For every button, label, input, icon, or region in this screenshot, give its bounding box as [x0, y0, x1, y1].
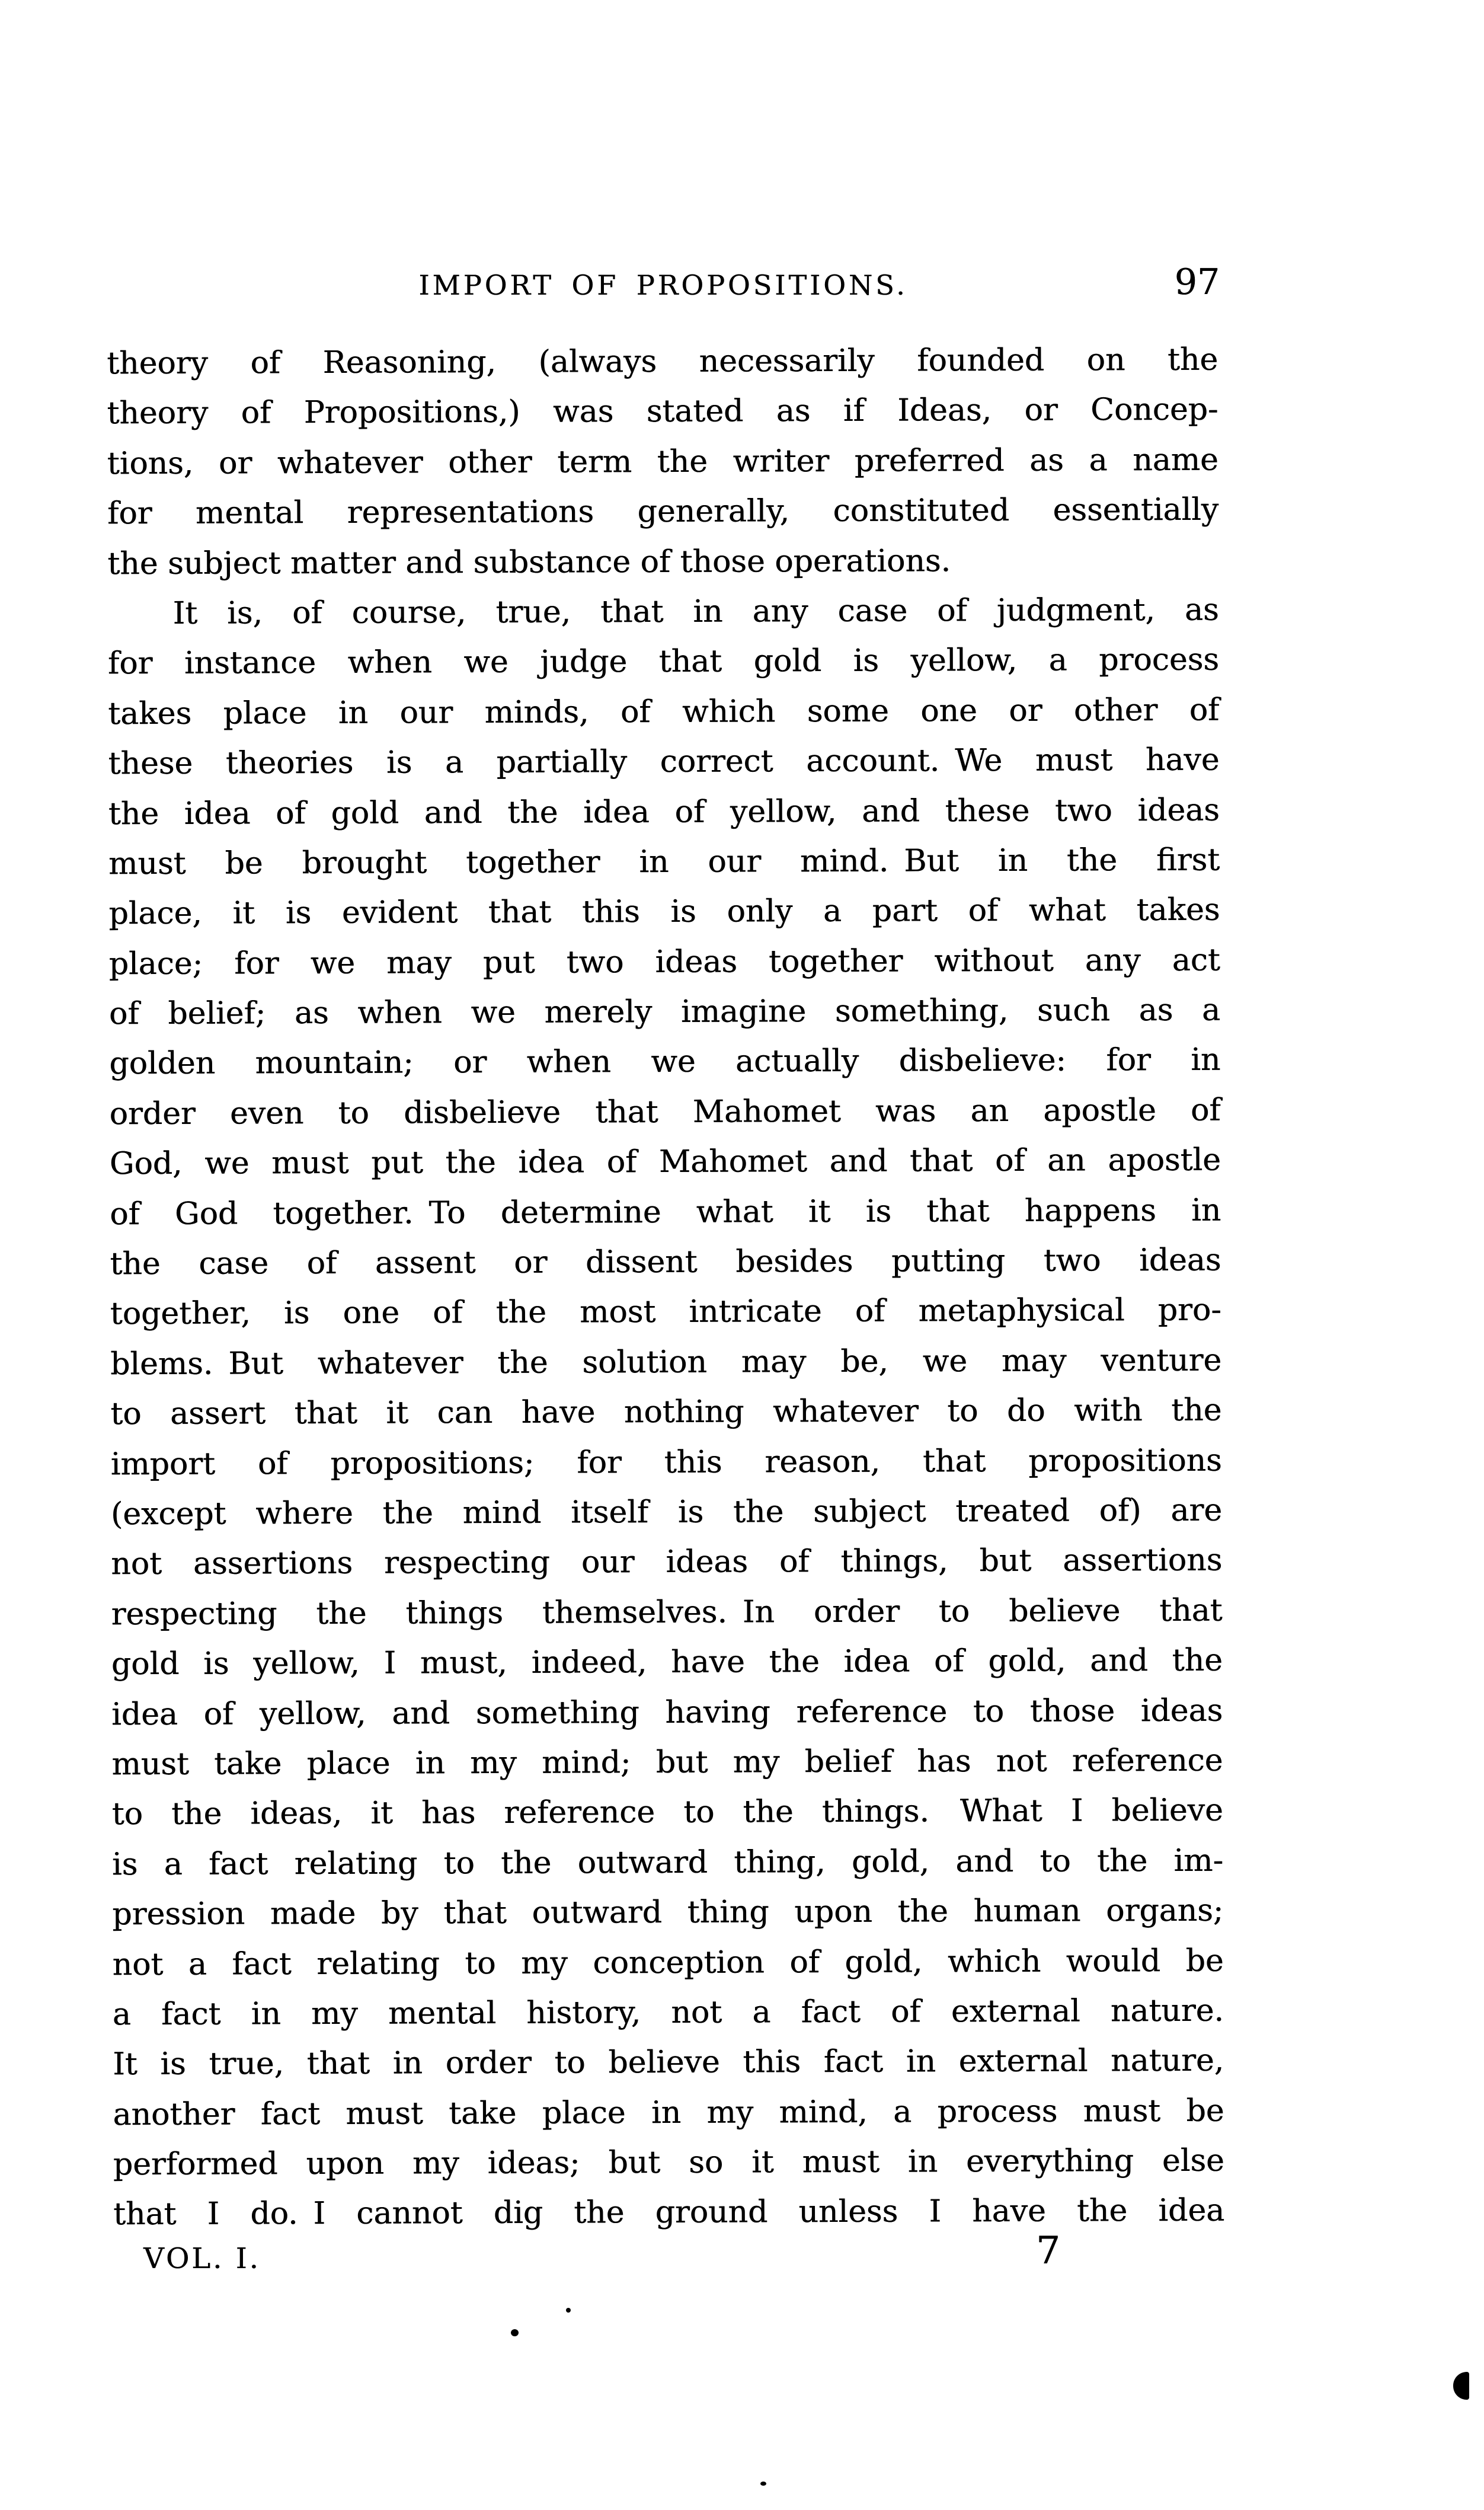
text-line: of God together. To determine what it is that happens in	[110, 1192, 1221, 1232]
text-line: tions, or whatever other term the writer preferred as a name	[107, 442, 1218, 482]
text-line: that I do. I cannot dig the ground unless I have the idea	[113, 2193, 1225, 2233]
text-line: these theories is a partially correct account. We must have	[108, 742, 1220, 782]
text-line: together, is one of the most intricate of metaphysical pro-	[110, 1292, 1221, 1332]
signature-mark: 7	[1036, 2229, 1060, 2273]
text-line: (except where the mind itself is the subject treated of) are	[110, 1492, 1223, 1532]
text-line: golden mountain; or when we actually disbelieve: for in	[109, 1042, 1221, 1082]
text-line: must be brought together in our mind. But in the first	[108, 842, 1220, 882]
text-line: place, it is evident that this is only a part of what takes	[108, 892, 1220, 932]
page-number: 97	[1174, 261, 1220, 303]
ink-speck	[760, 2482, 766, 2486]
volume-label: VOL. I.	[143, 2242, 261, 2275]
text-line: for mental representations generally, constituted essentially	[107, 491, 1219, 532]
text-line: the case of assent or dissent besides putting two ideas	[110, 1242, 1221, 1282]
text-line: must take place in my mind; but my belief has not reference	[111, 1742, 1223, 1783]
text-line: respecting the things themselves. In order to believe that	[111, 1592, 1223, 1633]
text-line: takes place in our minds, of which some one or other of	[108, 692, 1220, 732]
text-line: not a fact relating to my conception of gold, which would be	[112, 1943, 1224, 1982]
ink-speck	[1453, 2372, 1469, 2400]
ink-speck	[511, 2329, 519, 2336]
page-title: IMPORT OF PROPOSITIONS.	[418, 269, 908, 301]
text-line: It is true, that in order to believe this fact in external nature,	[113, 2042, 1224, 2083]
text-line: gold is yellow, I must, indeed, have the idea of gold, and the	[111, 1642, 1223, 1682]
running-head	[107, 261, 1220, 312]
text-line: the idea of gold and the idea of yellow, and these two ideas	[108, 792, 1220, 832]
text-line: pression made by that outward thing upon the human organs;	[112, 1892, 1224, 1933]
text-line: another fact must take place in my mind, a process must be	[113, 2093, 1224, 2132]
text-line: import of propositions; for this reason, that propositions	[110, 1442, 1222, 1482]
text-line: place; for we may put two ideas together without any act	[108, 942, 1220, 982]
text-line: the subject matter and substance of those operations.	[107, 542, 951, 582]
text-line: theory of Propositions,) was stated as if Ideas, or Concep-	[107, 392, 1218, 432]
text-line: order even to disbelieve that Mahomet was an apostle of	[109, 1092, 1221, 1132]
body-text	[107, 335, 1224, 2240]
text-line: is a fact relating to the outward thing, gold, and to the im-	[111, 1842, 1224, 1882]
text-line: It is, of course, true, that in any case of judgment, as	[172, 592, 1219, 631]
text-line: a fact in my mental history, not a fact of external nature.	[112, 1992, 1224, 2033]
text-line: blems. But whatever the solution may be, we may venture	[110, 1342, 1222, 1382]
text-line: for instance when we judge that gold is yellow, a process	[107, 642, 1220, 682]
text-line: to assert that it can have nothing whatever to do with the	[110, 1392, 1222, 1432]
text-line: performed upon my ideas; but so it must in everything else	[113, 2142, 1224, 2183]
text-line: God, we must put the idea of Mahomet and that of an apostle	[109, 1142, 1221, 1182]
text-line: idea of yellow, and something having reference to those ideas	[111, 1693, 1223, 1732]
text-line: of belief; as when we merely imagine something, such as a	[108, 992, 1221, 1032]
ink-speck	[566, 2308, 571, 2313]
text-line: not assertions respecting our ideas of things, but assertions	[111, 1543, 1223, 1582]
text-line: theory of Reasoning, (always necessarily founded on the	[107, 341, 1218, 382]
text-line: to the ideas, it has reference to the things. What I believe	[111, 1793, 1223, 1832]
